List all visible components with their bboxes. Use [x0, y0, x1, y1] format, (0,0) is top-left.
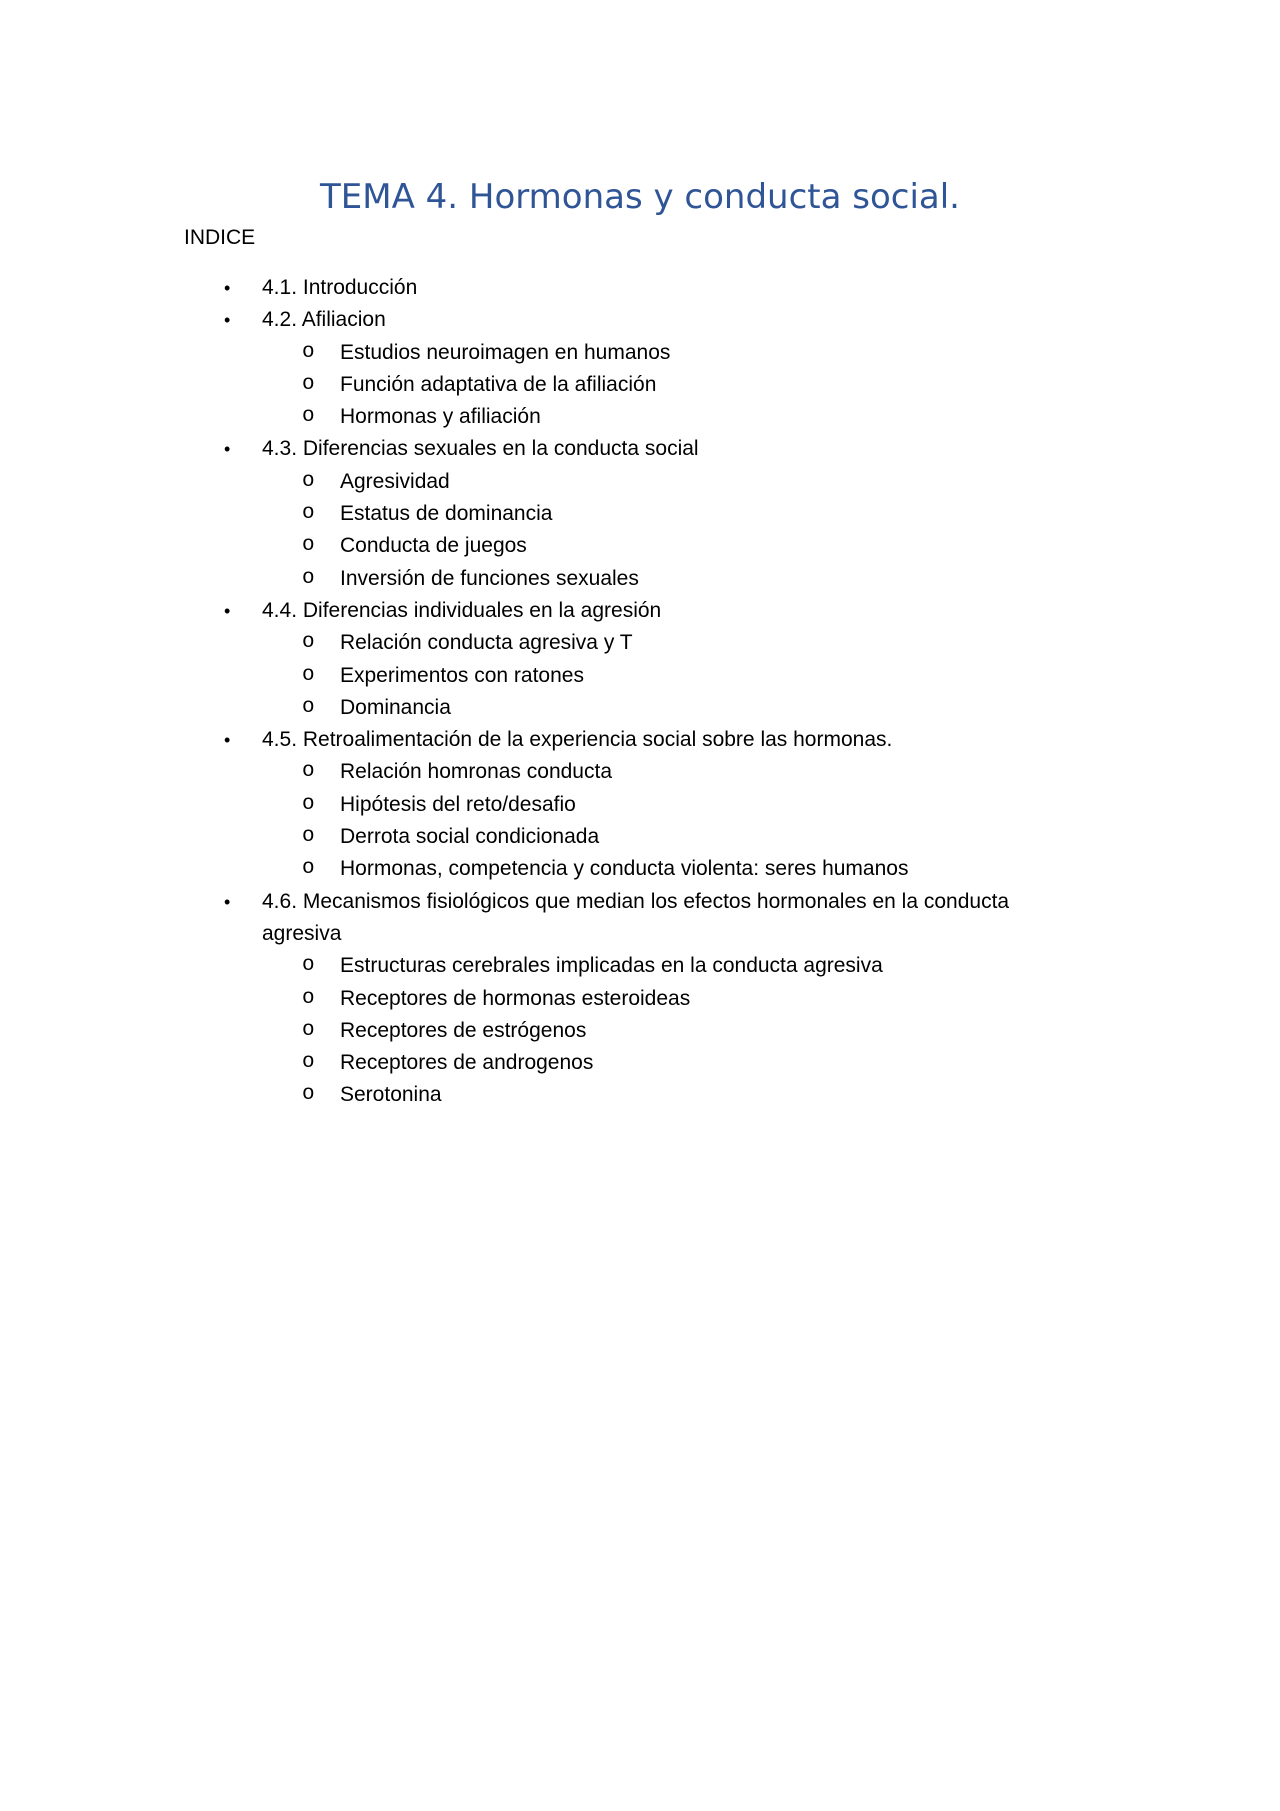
toc-subsection-item: [262, 498, 1064, 530]
toc-subsection-label: Hormonas y afiliación: [340, 405, 541, 429]
toc-sub-list: [262, 950, 1064, 1111]
circle-bullet-icon: o: [302, 405, 315, 429]
toc-subsection-item: [262, 692, 1064, 724]
toc-subsection-label: Función adaptativa de la afiliación: [340, 372, 657, 396]
toc-section-label: 4.1. Introducción: [262, 276, 418, 299]
toc-section-label: 4.4. Diferencias individuales en la agresión: [262, 598, 662, 622]
toc-section-item: [184, 724, 1064, 885]
circle-bullet-icon: o: [302, 695, 315, 719]
toc-sub-list: [262, 627, 1064, 724]
circle-bullet-icon: o: [302, 857, 315, 881]
circle-bullet-icon: o: [302, 954, 315, 978]
toc-section-item: [184, 433, 1064, 594]
toc-subsection-item: [262, 401, 1064, 433]
bullet-icon: •: [224, 730, 231, 751]
toc-sub-list: [262, 756, 1064, 885]
toc-subsection-label: Receptores de hormonas esteroideas: [340, 986, 691, 1010]
circle-bullet-icon: o: [302, 1083, 315, 1107]
bullet-icon: •: [224, 891, 231, 912]
toc-subsection-item: [262, 530, 1064, 562]
toc-section-item: [184, 595, 1064, 724]
bullet-icon: •: [224, 310, 231, 331]
toc-subsection-item: [262, 821, 1064, 853]
toc-subsection-label: Relación conducta agresiva y T: [340, 631, 633, 655]
toc-subsection-item: [262, 369, 1064, 401]
toc-subsection-label: Hormonas, competencia y conducta violenta: seres humanos: [340, 857, 909, 881]
circle-bullet-icon: o: [302, 469, 315, 493]
toc-subsection-label: Agresividad: [340, 469, 450, 493]
toc-subsection-label: Experimentos con ratones: [340, 663, 584, 687]
toc-subsection-item: [262, 1015, 1064, 1047]
toc-sub-list: [262, 466, 1064, 595]
circle-bullet-icon: o: [302, 1018, 315, 1042]
circle-bullet-icon: o: [302, 986, 315, 1010]
toc-sub-list: [262, 337, 1064, 434]
toc-subsection-item: [262, 1047, 1064, 1079]
toc-section-item: [184, 304, 1064, 433]
toc-subsection-item: [262, 466, 1064, 498]
circle-bullet-icon: o: [302, 1051, 315, 1075]
toc-subsection-item: [262, 563, 1064, 595]
toc-subsection-label: Receptores de androgenos: [340, 1051, 594, 1075]
toc-subsection-item: [262, 337, 1064, 369]
toc-section-item: [184, 886, 1064, 1112]
circle-bullet-icon: o: [302, 566, 315, 590]
toc-subsection-label: Receptores de estrógenos: [340, 1018, 587, 1042]
toc-section-label: 4.5. Retroalimentación de la experiencia social sobre las hormonas.: [262, 728, 893, 752]
circle-bullet-icon: o: [302, 792, 315, 816]
toc-subsection-label: Inversión de funciones sexuales: [340, 566, 639, 590]
toc-subsection-label: Estudios neuroimagen en humanos: [340, 340, 671, 364]
bullet-icon: •: [224, 600, 231, 621]
circle-bullet-icon: o: [302, 534, 315, 558]
toc-subsection-label: Derrota social condicionada: [340, 825, 600, 849]
toc-subsection-item: [262, 853, 1064, 885]
toc-subsection-item: [262, 950, 1064, 982]
table-of-contents: [184, 272, 1064, 1112]
toc-section-label: 4.6. Mecanismos fisiológicos que median los efectos hormonales en la conducta agresiva: [262, 889, 1010, 945]
toc-section-label: 4.2. Afiliacion: [262, 308, 386, 332]
toc-subsection-label: Hipótesis del reto/desafio: [340, 792, 576, 816]
document-title: TEMA 4. Hormonas y conducta social.: [320, 177, 960, 217]
circle-bullet-icon: o: [302, 825, 315, 849]
toc-section-item: [184, 272, 1064, 304]
toc-subsection-item: [262, 627, 1064, 659]
index-label: INDICE: [184, 226, 256, 249]
toc-subsection-label: Conducta de juegos: [340, 534, 527, 558]
toc-subsection-label: Dominancia: [340, 695, 451, 719]
toc-subsection-item: [262, 983, 1064, 1015]
circle-bullet-icon: o: [302, 631, 315, 655]
toc-subsection-item: [262, 660, 1064, 692]
toc-subsection-item: [262, 756, 1064, 788]
toc-subsection-label: Relación homronas conducta: [340, 760, 612, 784]
toc-subsection-label: Estatus de dominancia: [340, 502, 553, 526]
toc-subsection-item: [262, 1079, 1064, 1111]
circle-bullet-icon: o: [302, 760, 315, 784]
toc-subsection-label: Serotonina: [340, 1083, 442, 1107]
circle-bullet-icon: o: [302, 340, 315, 364]
circle-bullet-icon: o: [302, 502, 315, 526]
toc-subsection-label: Estructuras cerebrales implicadas en la conducta agresiva: [340, 954, 883, 978]
circle-bullet-icon: o: [302, 663, 315, 687]
toc-section-label: 4.3. Diferencias sexuales en la conducta social: [262, 437, 699, 461]
circle-bullet-icon: o: [302, 372, 315, 396]
toc-subsection-item: [262, 789, 1064, 821]
bullet-icon: •: [224, 439, 231, 460]
bullet-icon: •: [224, 278, 231, 298]
